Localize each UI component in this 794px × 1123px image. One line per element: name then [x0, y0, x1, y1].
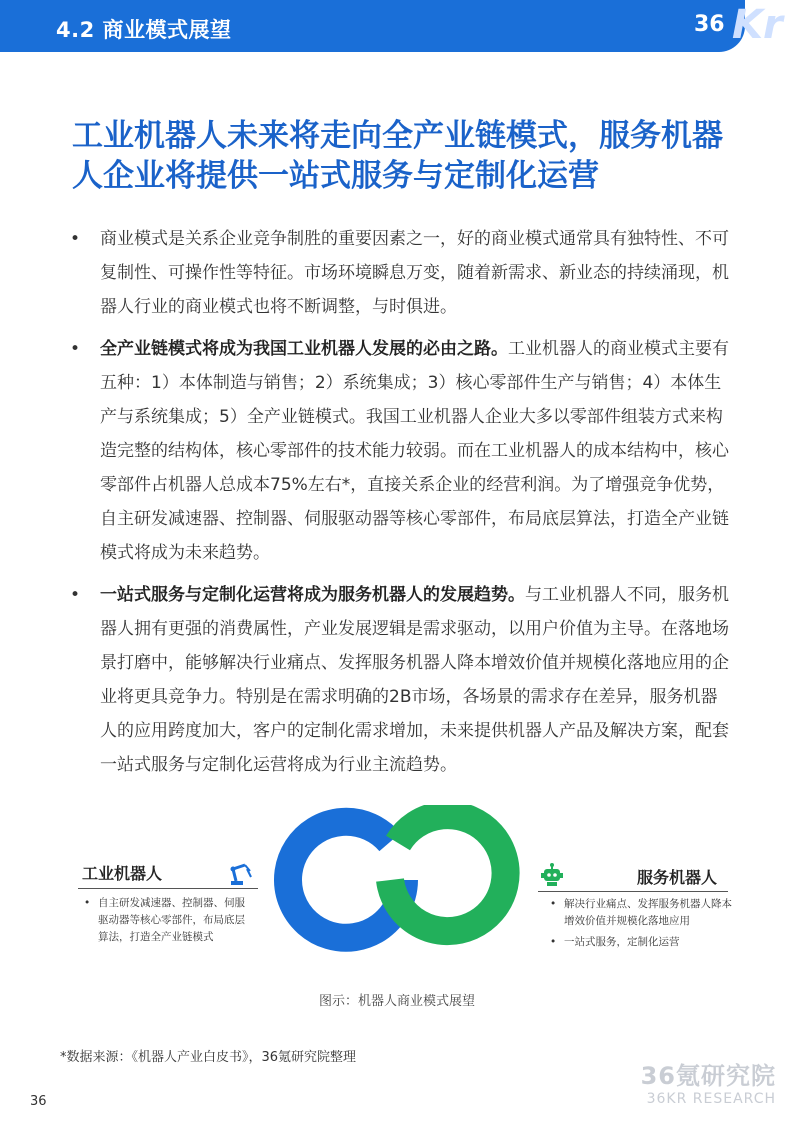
figure-caption: 图示：机器人商业模式展望	[318, 994, 475, 1009]
page-number: 36	[30, 1094, 47, 1109]
bullet-dot: •	[70, 229, 81, 249]
bullet-dot: •	[70, 339, 81, 359]
watermark-cn: 36氪研究院	[640, 1062, 776, 1090]
list-item: • 解决行业痛点、发挥服务机器人降本增效价值并规模化落地应用	[550, 898, 732, 927]
list-item: • 自主研发减速器、控制器、伺服驱动器等核心零部件，布局底层算法，打造全产业链模式	[84, 897, 245, 943]
service-points	[548, 896, 734, 955]
bullet-item	[70, 578, 730, 782]
bullet-item	[70, 332, 730, 570]
logo-kr: Kr	[732, 2, 783, 48]
industrial-points	[82, 895, 252, 950]
bullet-bold-lead: 全产业链模式将成为我国工业机器人发展的必由之路。	[100, 339, 508, 359]
section-title: 4.2 商业模式展望	[56, 18, 232, 42]
industrial-robot-title: 工业机器人	[82, 864, 163, 883]
logo-number: 36	[694, 12, 725, 37]
header-bar	[0, 0, 745, 52]
bullet-text: 与工业机器人不同，服务机器人拥有更强的消费属性，产业发展逻辑是需求驱动，以用户价值为主导。在落地场景打磨中，能够解决行业痛点、发挥服务机器人降本增效价值并规模化落地应用的企业将更具竞争力。特别是在需求明确的2B市场，各场景的需求存在差异，服务机器人的应用跨度加大，客户的定制化需求增加，未来提供机器人产品及解决方案，配套一站式服务与定制化运营将成为行业主流趋势。	[100, 585, 729, 775]
watermark-en: 36KR RESEARCH	[646, 1091, 776, 1107]
service-robot-icon	[541, 863, 563, 887]
bullet-list	[70, 222, 730, 790]
36kr-logo	[694, 2, 790, 50]
bullet-bold-lead: 一站式服务与定制化运营将成为服务机器人的发展趋势。	[100, 585, 525, 605]
bullet-item	[70, 222, 730, 324]
robot-arm-icon	[228, 861, 254, 887]
watermark	[641, 1056, 776, 1107]
page-headline: 工业机器人未来将走向全产业链模式，服务机器人企业将提供一站式服务与定制化运营	[72, 118, 723, 194]
industrial-divider	[78, 888, 258, 889]
blue-loop	[288, 822, 404, 938]
business-model-diagram	[0, 805, 794, 1005]
data-source-note: *数据来源：《机器人产业白皮书》，36氪研究院整理	[60, 1050, 357, 1065]
bullet-text: 商业模式是关系企业竞争制胜的重要因素之一，好的商业模式通常具有独特性、不可复制性、可操作性等特征。市场环境瞬息万变，随着新需求、新业态的持续涌现，机器人行业的商业模式也将不断调整，与时俱进。	[100, 229, 729, 317]
infinity-loop	[270, 805, 520, 955]
bullet-dot: •	[70, 585, 81, 605]
bullet-text: 工业机器人的商业模式主要有五种：1）本体制造与销售；2）系统集成；3）核心零部件生产与销售；4）本体生产与系统集成；5）全产业链模式。我国工业机器人企业大多以零部件组装方式来构造完整的结构体，核心零部件的技术能力较弱。而在工业机器人的成本结构中，核心零部件占机器人总成本75%左右*，直接关系企业的经营利润。为了增强竞争优势，自主研发减速器、控制器、伺服驱动器等核心零部件，布局底层算法，打造全产业链模式将成为未来趋势。	[100, 339, 729, 563]
list-item: • 一站式服务，定制化运营	[550, 936, 680, 948]
service-robot-title: 服务机器人	[637, 868, 718, 887]
green-loop	[390, 815, 506, 931]
service-divider	[538, 891, 728, 892]
